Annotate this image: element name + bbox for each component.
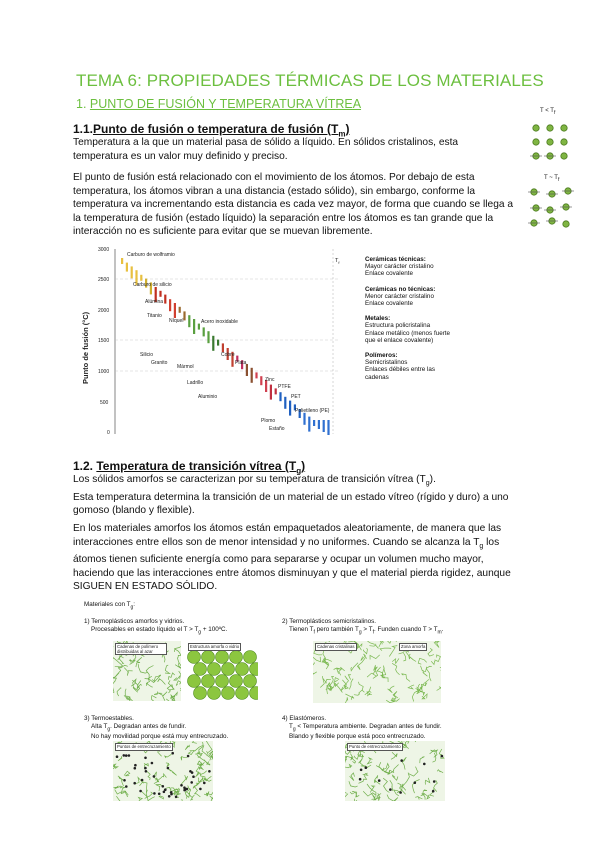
texture-line — [428, 648, 434, 656]
label-polietileno: Polietileno (PE) — [295, 408, 330, 414]
texture-line — [137, 797, 142, 801]
label-zinc: Zinc — [265, 377, 275, 383]
texture-line — [402, 773, 409, 791]
crosslink-point — [365, 766, 368, 769]
ytick-2500: 2500 — [98, 277, 110, 283]
texture-line — [174, 649, 181, 658]
texture-line — [380, 648, 391, 651]
section-1-heading — [76, 97, 361, 111]
chart-mark — [284, 397, 286, 409]
legend-group-polimeros: Polímeros: Semicristalinos Enlaces débiles entre las cadenas — [365, 352, 436, 381]
texture-line — [341, 686, 345, 691]
texture-line — [345, 765, 352, 768]
texture-line — [117, 688, 121, 696]
crosslink-point — [125, 754, 128, 757]
texture-line — [437, 770, 443, 773]
texture-line — [148, 797, 155, 801]
chart-mark — [303, 413, 305, 425]
texture-line — [352, 791, 359, 797]
glass-sphere — [188, 675, 201, 688]
crosslink-point — [123, 754, 126, 757]
chart-mark — [126, 263, 128, 272]
texture-line — [367, 641, 376, 644]
crosslink-point — [153, 792, 156, 795]
subsection-1-2-title: Temperatura de transición vítrea (T — [96, 459, 297, 473]
texture-line — [391, 752, 397, 759]
texture-line — [352, 799, 357, 801]
texture-line — [412, 688, 418, 701]
texture-line — [114, 786, 120, 789]
chart-ylabel: Punto de fusión (°C) — [81, 311, 90, 384]
crosslink-point — [153, 775, 156, 778]
tag-cadenas-azar: Cadenas de polímero distribuidas al azar — [115, 643, 167, 655]
chart-mark — [174, 303, 176, 318]
ytick-500: 500 — [100, 400, 109, 406]
atoms-diagram — [526, 108, 586, 238]
crosslink-point — [170, 791, 173, 794]
crosslink-point — [125, 785, 128, 788]
glass-sphere — [230, 675, 243, 688]
subsection-1-2-number: 1.2. — [73, 459, 94, 473]
tag-punto-entrecruzamiento: Punto de entrecruzamiento — [349, 744, 401, 749]
thermoset-image — [113, 741, 213, 801]
crosslink-point — [400, 759, 403, 762]
chart-mark — [207, 331, 209, 343]
texture-line — [425, 679, 429, 685]
texture-line — [440, 664, 441, 671]
atoms-label-top: $T < T_f$ — [540, 108, 556, 117]
tag-puntos-entrecruzamiento: Puntos de entrecruzamiento — [117, 744, 171, 749]
texture-line — [349, 679, 353, 689]
glass-sphere — [236, 663, 249, 676]
chart-mark — [255, 372, 257, 378]
texture-line — [402, 757, 406, 769]
melting-chart — [81, 244, 347, 440]
texture-line — [118, 776, 124, 786]
glass-sphere — [244, 675, 257, 688]
texture-line — [165, 754, 172, 758]
page-title: TEMA 6: PROPIEDADES TÉRMICAS DE LOS MATERIALES — [76, 71, 544, 90]
crosslink-point — [168, 795, 171, 798]
texture-line — [313, 657, 321, 662]
tag-zona-amorfa: Zona amorfa — [401, 644, 426, 649]
texture-line — [159, 699, 171, 701]
crosslink-point — [183, 789, 186, 792]
texture-line — [348, 675, 351, 680]
crosslink-point — [187, 755, 190, 758]
texture-line — [367, 673, 376, 677]
texture-line — [345, 697, 348, 703]
chart-mark — [131, 266, 133, 278]
label-granito: Granito — [151, 360, 168, 366]
crosslink-point — [191, 771, 194, 774]
texture-line — [437, 687, 441, 691]
texture-line — [412, 780, 419, 794]
semicrystalline-image — [313, 641, 441, 703]
label-titanio: Titanio — [147, 313, 162, 319]
texture-line — [383, 778, 389, 792]
texture-line — [180, 686, 181, 692]
glass-sphere — [222, 687, 235, 700]
subsection-1-1-title: Punto de fusión o temperatura de fusión (T — [93, 122, 339, 136]
crosslink-point — [167, 767, 170, 770]
label-plata: Plata — [235, 360, 247, 366]
texture-line — [345, 694, 354, 700]
texture-line — [364, 773, 368, 775]
chart-mark — [323, 420, 325, 432]
texture-line — [383, 669, 389, 682]
glass-sphere — [244, 651, 257, 664]
texture-line — [153, 772, 158, 784]
chart-legend — [365, 256, 495, 381]
texture-line — [118, 756, 122, 761]
texture-line — [425, 778, 430, 785]
elastomer-image — [345, 741, 445, 801]
texture-line — [179, 799, 183, 801]
tag-cadenas-cristalinas: Cadenas cristalinas — [317, 644, 355, 649]
crosslink-point — [360, 769, 363, 772]
material-1-text: 1) Termoplásticos amorfos y vidrios. Procesables en estado líquido el $T > T_g$ + 100ºC. — [84, 618, 228, 635]
crosslink-point — [128, 754, 131, 757]
texture-line — [167, 685, 173, 693]
label-acero: Acero inoxidable — [201, 319, 238, 325]
glass-sphere — [236, 687, 249, 700]
legend-group-ceramicas-no-tecnicas: Cerámicas no técnicas: Menor carácter cristalino Enlace covalente — [365, 285, 436, 308]
texture-line — [313, 672, 317, 677]
crosslink-point — [171, 752, 174, 755]
atoms-svg — [526, 108, 586, 238]
texture-line — [166, 763, 170, 767]
subsection-1-2-close: ) — [301, 459, 306, 473]
texture-line — [370, 655, 380, 660]
texture-line — [199, 767, 204, 770]
chart-mark — [308, 417, 310, 432]
crosslink-point — [180, 784, 183, 787]
texture-line — [115, 790, 126, 794]
texture-line — [354, 690, 362, 695]
texture-line — [414, 741, 425, 742]
crosslink-point — [208, 770, 211, 773]
texture-line — [116, 796, 125, 801]
glass-sphere — [194, 687, 207, 700]
chart-mark — [203, 327, 205, 336]
chart-mark — [140, 275, 142, 281]
crosslink-point — [163, 791, 166, 794]
chart-mark — [169, 299, 171, 311]
texture-line — [389, 646, 397, 657]
texture-line — [363, 648, 367, 654]
crosslink-point — [175, 796, 178, 799]
crosslink-point — [144, 757, 147, 760]
glass-spheres-image — [186, 641, 258, 703]
crosslink-point — [151, 762, 154, 765]
crosslink-point — [139, 790, 142, 793]
chart-mark — [279, 392, 281, 401]
glass-sphere — [202, 651, 215, 664]
glass-sphere — [208, 663, 221, 676]
glass-sphere — [188, 651, 201, 664]
chart-tm-label: $T_f$ — [335, 258, 340, 266]
texture-line — [156, 784, 163, 791]
crosslink-point — [134, 764, 137, 767]
texture-line — [313, 663, 315, 672]
label-silicio: Silicio — [140, 352, 154, 358]
texture-line — [393, 691, 398, 698]
chart-mark — [164, 295, 166, 304]
texture-line — [373, 666, 378, 678]
paragraph-amorphous: En los materiales amorfos los átomos están empaquetados aleatoriamente, de manera que las interacciones entre ellos son de menor intensidad y no uniformes. Cuando se alcanza la $T_g$ los átomos tienen suficiente energía como para separarse y ocupar un volumen mucho mayor, haciendo que las interacciones entre átomos disminuyan y que el material pierda rigidez, aunque SIGUEN EN ESTADO SÓLIDO. — [73, 523, 511, 593]
chart-mark — [327, 420, 329, 435]
texture-line — [334, 668, 342, 674]
glass-sphere — [230, 651, 243, 664]
crosslink-point — [141, 779, 144, 782]
texture-line — [433, 641, 437, 642]
subsection-1-1-number: 1.1. — [73, 122, 94, 136]
chart-mark — [193, 319, 195, 334]
glass-sphere — [202, 675, 215, 688]
subsection-1-1-close: ) — [345, 122, 350, 136]
label-carburo-wolframio: Carburo de wolframio — [127, 252, 175, 258]
chart-mark — [212, 336, 214, 351]
texture-line — [158, 679, 166, 685]
crosslink-point — [203, 782, 206, 785]
crosslink-point — [116, 755, 119, 758]
texture-line — [402, 674, 411, 682]
crosslink-point — [199, 788, 202, 791]
chart-mark — [260, 376, 262, 385]
texture-line — [124, 771, 130, 776]
texture-line — [206, 741, 212, 753]
paragraph-melting-atoms: El punto de fusión está relacionado con el movimiento de los átomos. Por debajo de esta temperatura, los átomos vibran a una distancia (estado sólido), sin embargo, conforme la temperatura va incrementando esta distancia es cada vez mayor, de forma que cuando se llega a la temperatura de fusión (estado líquido) la separación entre los átomos es tan grande que la interacción no es suficiente para evitar que se muevan libremente. — [73, 172, 514, 238]
ytick-2000: 2000 — [98, 308, 110, 314]
crosslink-point — [414, 781, 417, 784]
label-plomo: Plomo — [261, 418, 276, 424]
chart-mark — [313, 420, 315, 426]
chart-mark — [179, 307, 181, 313]
subsection-1-1-sub: m — [338, 129, 346, 139]
crosslink-point — [399, 791, 402, 794]
paragraph-melting-def: Temperatura a la que un material pasa de sólido a líquido. En sólidos cristalinos, esta temperatura es un valor muy definido y preciso. — [73, 137, 459, 162]
crosslink-point — [186, 788, 189, 791]
texture-line — [418, 658, 427, 664]
chart-mark — [159, 291, 161, 297]
crosslink-point — [433, 780, 436, 783]
texture-line — [124, 668, 132, 676]
legend-group-ceramicas-tecnicas: Cerámicas técnicas: Mayor carácter cristalino Enlace covalente — [365, 256, 434, 278]
texture-line — [415, 797, 422, 800]
texture-line — [382, 641, 397, 643]
texture-line — [349, 781, 357, 787]
crosslink-point — [144, 767, 147, 770]
texture-line — [114, 667, 120, 678]
chart-mark — [188, 315, 190, 327]
ytick-0: 0 — [107, 430, 110, 436]
texture-line — [363, 791, 375, 796]
crosslink-point — [389, 788, 392, 791]
label-marmol: Mármol — [177, 364, 194, 370]
materials-heading: Materiales con $T_g$: — [84, 601, 135, 611]
texture-line — [426, 667, 431, 681]
texture-line — [345, 792, 348, 797]
texture-line — [204, 760, 210, 765]
material-3-text: 3) Termoestables. Alta $T_g$. Degradan antes de fundir. No hay movilidad porque está muy entrecruzado. — [84, 715, 229, 741]
ytick-3000: 3000 — [98, 247, 110, 253]
subsection-1-2-sub: g — [296, 466, 302, 476]
texture-line — [136, 657, 142, 667]
ytick-1000: 1000 — [98, 369, 110, 375]
texture-line — [386, 699, 395, 702]
crosslink-point — [192, 775, 195, 778]
crosslink-point — [134, 767, 137, 770]
texture-line — [351, 663, 358, 671]
texture-line — [206, 796, 213, 801]
section-1-number: 1. — [76, 97, 87, 111]
texture-line — [320, 676, 324, 687]
crosslink-point — [441, 755, 444, 758]
label-aluminio: Aluminio — [198, 394, 218, 400]
texture-line — [113, 763, 118, 769]
texture-line — [393, 775, 398, 780]
glass-sphere — [250, 663, 259, 676]
glass-sphere — [194, 663, 207, 676]
glass-sphere — [216, 651, 229, 664]
chart-mark — [121, 258, 123, 264]
texture-line — [165, 665, 170, 673]
texture-line — [431, 661, 435, 664]
crosslink-point — [123, 779, 126, 782]
glass-sphere — [208, 687, 221, 700]
texture-line — [399, 653, 406, 662]
texture-line — [185, 745, 189, 749]
texture-line — [378, 793, 381, 800]
chart-mark — [217, 340, 219, 346]
texture-line — [335, 678, 340, 682]
texture-line — [369, 645, 378, 648]
amorphous-chains-image — [113, 641, 181, 701]
label-pet: PET — [291, 394, 301, 400]
texture-line — [151, 696, 156, 702]
texture-line — [188, 750, 194, 754]
texture-line — [422, 694, 427, 699]
crosslink-point — [359, 778, 362, 781]
texture-line — [177, 657, 181, 666]
chart-mark — [275, 388, 277, 394]
tag-estructura-amorfa: Estructura amorfa o vidrio — [190, 644, 240, 649]
chart-mark — [183, 311, 185, 320]
texture-line — [174, 675, 180, 680]
texture-line — [181, 775, 187, 784]
texture-line — [196, 772, 199, 777]
section-1-title: PUNTO DE FUSIÓN Y TEMPERATURA VÍTREA — [89, 97, 362, 111]
crosslink-point — [145, 770, 148, 773]
texture-line — [176, 680, 181, 686]
texture-line — [394, 790, 400, 796]
texture-line — [420, 692, 424, 695]
label-ladrillo: Ladrillo — [187, 380, 204, 386]
legend-group-metales: Metales: Estructura policristalina Enlace metálico (menos fuerte que el enlace covalente) — [365, 315, 451, 344]
atoms-label-bottom: T ~ $T_f$ — [544, 175, 560, 184]
label-alumina: Alúmina — [145, 299, 164, 305]
texture-line — [420, 757, 425, 763]
crosslink-point — [190, 781, 193, 784]
texture-line — [162, 774, 167, 778]
label-cobre: Cobre — [221, 352, 235, 358]
glass-sphere — [222, 663, 235, 676]
texture-line — [129, 660, 135, 665]
material-2-text: 2) Termoplásticos semicristalinos. Tienen $T_f$ pero también $T_g > T_f$. Funden cuando $T > T_m$. — [282, 618, 444, 635]
crosslink-point — [378, 779, 381, 782]
paragraph-tg-def: Los sólidos amorfos se caracterizan por su temperatura de transición vítrea $(T_g)$. Esta temperatura determina la transición de un material de un estado vítreo (rígido y duro) a uno gomoso (blando y flexible). — [73, 474, 509, 517]
chart-mark — [251, 368, 253, 383]
glass-sphere — [250, 687, 259, 700]
texture-line — [168, 673, 174, 680]
crosslink-point — [158, 793, 161, 796]
crosslink-point — [423, 763, 426, 766]
label-niquel: Níquel — [169, 318, 184, 324]
chart-mark — [270, 385, 272, 400]
chart-mark — [318, 420, 320, 429]
texture-line — [329, 641, 336, 642]
texture-line — [387, 795, 398, 801]
texture-line — [113, 681, 115, 694]
crosslink-point — [432, 790, 435, 793]
texture-line — [392, 663, 400, 674]
label-estano: Estaño — [269, 426, 285, 432]
crosslink-point — [133, 782, 136, 785]
texture-line — [392, 658, 399, 663]
crosslink-point — [162, 785, 165, 788]
glass-sphere — [216, 675, 229, 688]
texture-line — [408, 685, 414, 689]
label-ptfe: PTFE — [278, 384, 291, 390]
texture-line — [379, 641, 384, 647]
material-4-text: 4) Elastómeros. $T_g$ < Temperatura ambiente. Degradan antes de fundir. Blando y flexible porque está poco entrecruzado. — [282, 715, 442, 741]
texture-line — [388, 686, 395, 693]
texture-line — [181, 757, 188, 761]
texture-line — [131, 679, 136, 687]
chart-mark — [198, 324, 200, 330]
texture-line — [435, 655, 441, 662]
texture-line — [159, 796, 164, 799]
label-carburo-silicio: Carburo de silicio — [133, 282, 172, 288]
texture-line — [368, 758, 373, 764]
texture-line — [350, 773, 355, 781]
texture-line — [138, 664, 147, 673]
chart-mark — [289, 401, 291, 416]
texture-line — [409, 767, 418, 777]
texture-line — [168, 769, 177, 776]
ytick-1500: 1500 — [98, 338, 110, 344]
texture-line — [434, 641, 439, 648]
texture-line — [192, 741, 202, 743]
